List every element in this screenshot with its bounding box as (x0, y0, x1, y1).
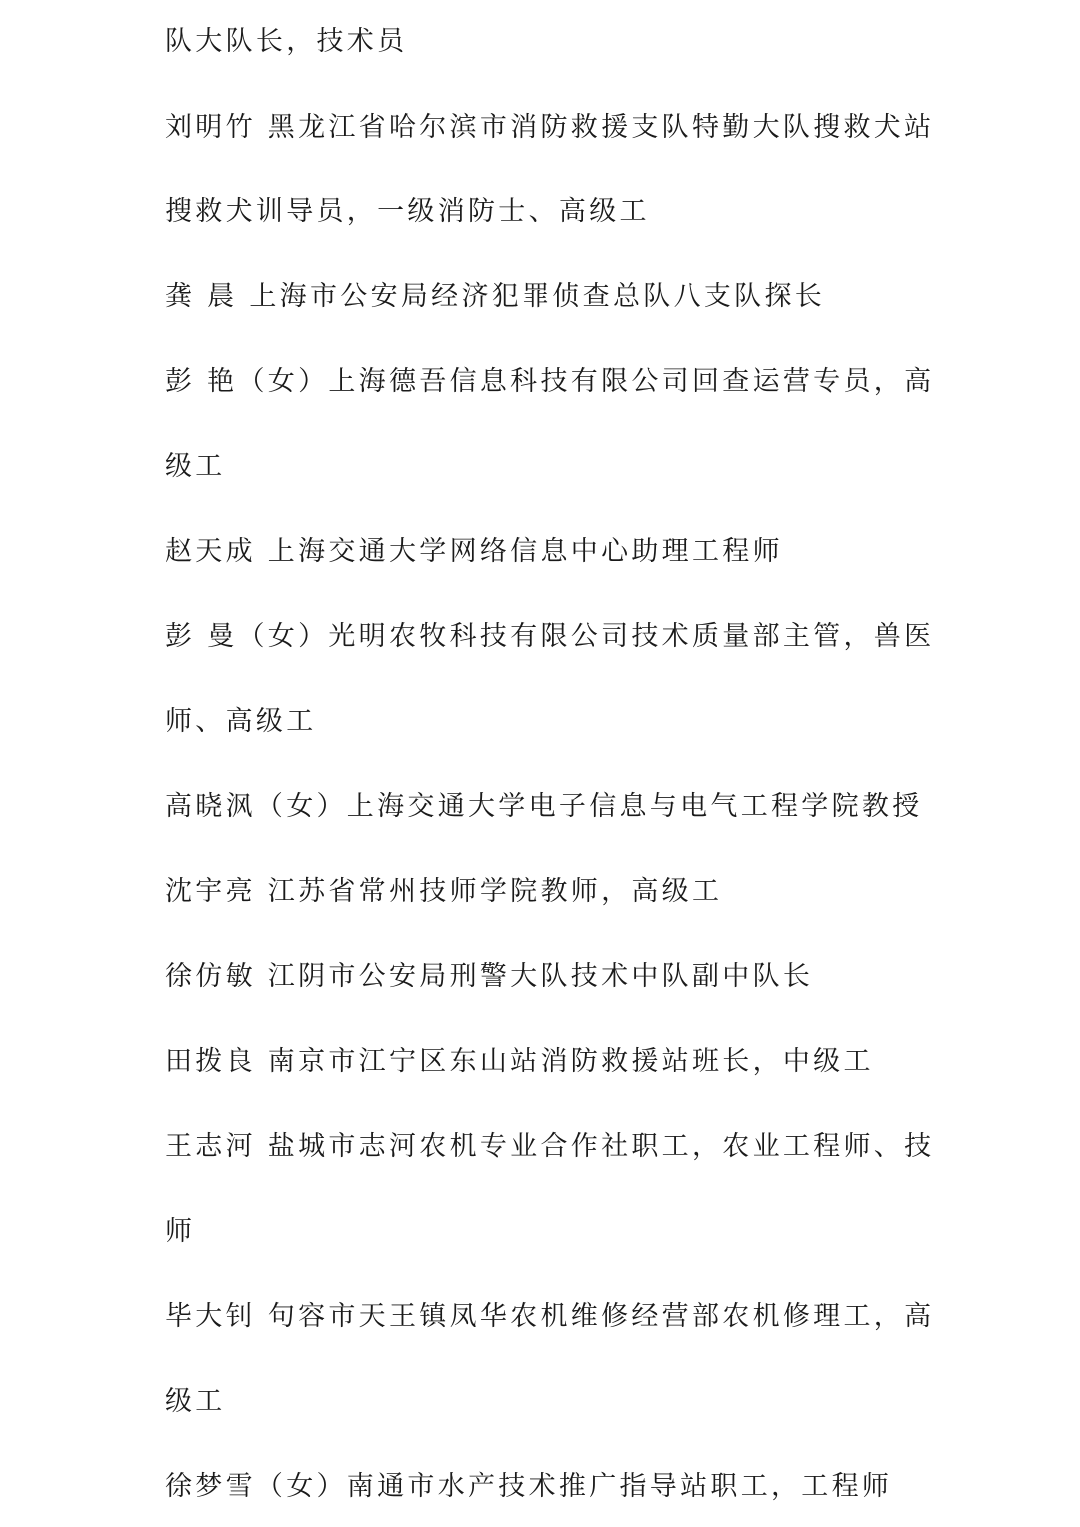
text-line: 田拨良 南京市江宁区东山站消防救援站班长，中级工 (165, 1046, 874, 1077)
text-line: 级工 (165, 451, 226, 482)
text-line: 毕大钊 句容市天王镇凤华农机维修经营部农机修理工，高 (165, 1301, 935, 1332)
text-line: 赵天成 上海交通大学网络信息中心助理工程师 (165, 536, 783, 567)
text-line: 刘明竹 黑龙江省哈尔滨市消防救援支队特勤大队搜救犬站 (165, 112, 935, 143)
text-line: 沈宇亮 江苏省常州技师学院教师，高级工 (165, 876, 723, 907)
text-line: 龚 晨 上海市公安局经济犯罪侦查总队八支队探长 (165, 281, 826, 312)
text-line: 彭 曼（女）光明农牧科技有限公司技术质量部主管，兽医 (165, 621, 935, 652)
text-line: 搜救犬训导员，一级消防士、高级工 (165, 196, 650, 227)
text-line: 徐梦雪（女）南通市水产技术推广指导站职工，工程师 (165, 1471, 893, 1502)
text-line: 王志河 盐城市志河农机专业合作社职工，农业工程师、技 (165, 1131, 935, 1162)
text-line: 高晓沨（女）上海交通大学电子信息与电气工程学院教授 (165, 791, 923, 822)
text-line: 级工 (165, 1386, 226, 1417)
text-line: 徐仿敏 江阴市公安局刑警大队技术中队副中队长 (165, 961, 814, 992)
text-line: 队大队长，技术员 (165, 26, 408, 57)
text-line: 师、高级工 (165, 706, 317, 737)
text-line: 师 (165, 1216, 196, 1247)
text-line: 彭 艳（女）上海德吾信息科技有限公司回查运营专员，高 (165, 366, 935, 397)
